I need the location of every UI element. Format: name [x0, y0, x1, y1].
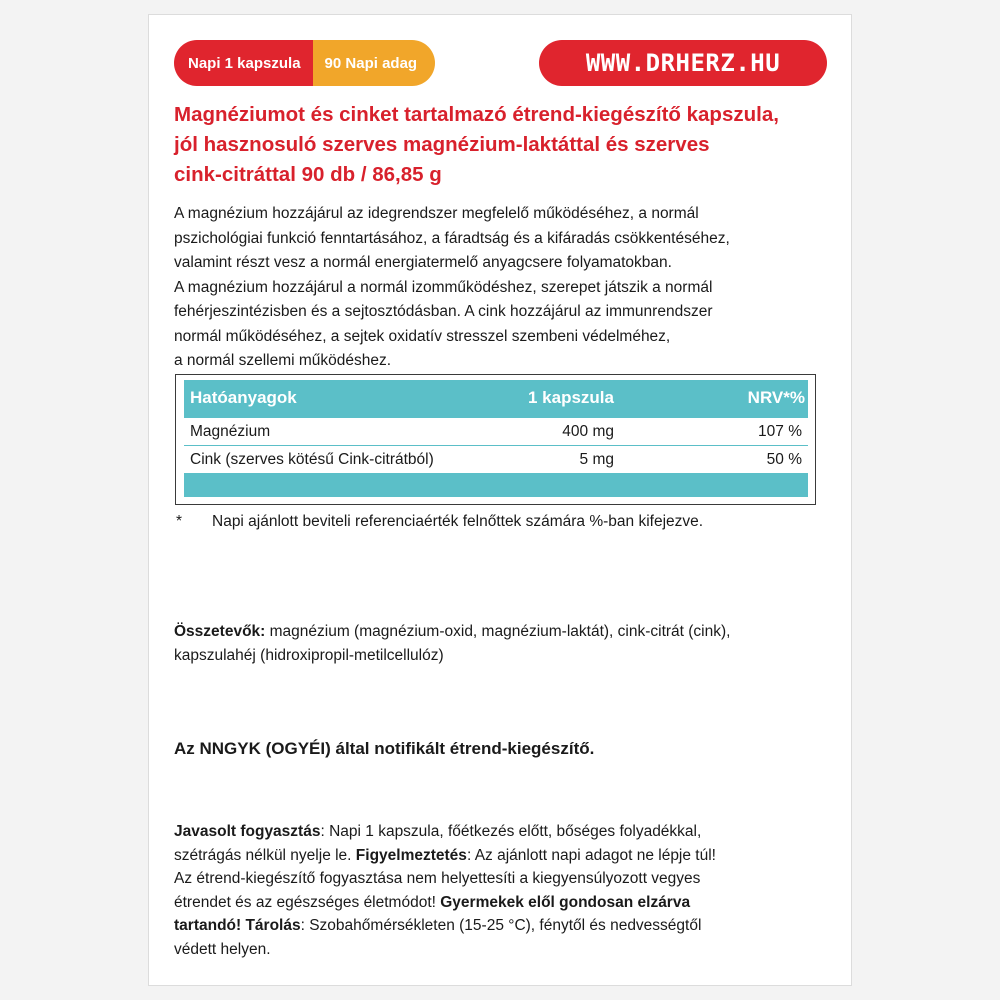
- warning-label: Figyelmeztetés: [355, 846, 467, 864]
- cell-nrv: 50 %: [766, 450, 802, 468]
- title-line: jól hasznosuló szerves magnézium-laktáttal és szerves: [174, 133, 710, 156]
- usage-line: [174, 820, 824, 844]
- usage-text: : Szobahőmérsékleten (15-25 °C), fénytől és nedvességtől: [300, 917, 702, 934]
- cell-nrv: 107 %: [758, 422, 802, 440]
- table-row: [184, 446, 808, 473]
- usage-text: szétrágás nélkül nyelje le.: [174, 846, 356, 864]
- usage-line: [174, 914, 824, 938]
- claim-line: a normál szellemi működéshez.: [174, 352, 392, 369]
- footnote-text: Napi ajánlott beviteli referenciaérték felnőttek számára %-ban kifejezve.: [212, 513, 704, 530]
- ingredients-line: kapszulahéj (hidroxipropil-metilcellulóz): [174, 647, 444, 664]
- ingredients-section: [174, 620, 824, 668]
- usage-text: étrendet és az egészséges életmódot!: [174, 893, 441, 911]
- cell-ingredient: Magnézium: [190, 422, 271, 440]
- servings-badge: 90 Napi adag: [313, 40, 436, 86]
- claim-line: fehérjeszintézisben és a sejtosztódásban. A cink hozzájárul az immunrendszer: [174, 303, 713, 320]
- footnote-marker: *: [176, 513, 183, 530]
- child-warning: Gyermekek elől gondosan elzárva: [440, 893, 691, 911]
- header-active-ingredients: Hatóanyagok: [190, 387, 297, 407]
- header-per-capsule: 1 kapszula: [528, 387, 614, 407]
- website-badge[interactable]: WWW.DRHERZ.HU: [539, 40, 827, 86]
- table-row: [184, 418, 808, 445]
- claim-line: valamint részt vesz a normál energiatermelő anyagcsere folyamatokban.: [174, 254, 672, 271]
- table-header: [184, 380, 808, 415]
- usage-text: : Napi 1 kapszula, főétkezés előtt, bőséges folyadékkal,: [320, 823, 702, 840]
- cell-amount: 5 mg: [579, 450, 614, 468]
- dosage-badge: [174, 40, 435, 86]
- title-line: Magnéziumot és cinket tartalmazó étrend-kiegészítő kapszula,: [174, 103, 779, 126]
- usage-line: [174, 844, 824, 868]
- header-nrv: NRV*%: [747, 387, 805, 407]
- usage-line: védett helyen.: [174, 940, 271, 958]
- daily-capsule-badge: Napi 1 kapszula: [174, 40, 313, 86]
- claim-line: A magnézium hozzájárul a normál izomműködéshez, szerepet játszik a normál: [174, 278, 713, 296]
- health-claims: [174, 202, 824, 374]
- nutrition-table-body: [184, 380, 808, 497]
- storage-label: tartandó! Tárolás: [174, 917, 301, 934]
- ingredients-line: [174, 620, 824, 644]
- title-line: cink-citráttal 90 db / 86,85 g: [174, 163, 442, 186]
- nutrition-table: [175, 374, 816, 505]
- claim-line: normál működéséhez, a sejtek oxidatív stresszel szembeni védelméhez,: [174, 327, 671, 345]
- usage-line: [174, 891, 824, 915]
- notification-statement: Az NNGYK (OGYÉI) által notifikált étrend-kiegészítő.: [174, 739, 595, 758]
- ingredients-label: Összetevők:: [174, 623, 266, 640]
- ingredients-text: magnézium (magnézium-oxid, magnézium-laktát), cink-citrát (cink),: [265, 623, 731, 640]
- nrv-footnote: [176, 510, 826, 534]
- usage-text: : Az ajánlott napi adagot ne lépje túl!: [466, 846, 716, 864]
- product-title: [174, 100, 824, 190]
- claim-line: pszichológiai funkció fenntartásához, a fáradtság és a kifáradás csökkentéséhez,: [174, 229, 730, 247]
- cell-amount: 400 mg: [562, 422, 614, 440]
- cell-ingredient: Cink (szerves kötésű Cink-citrátból): [190, 450, 434, 468]
- usage-section: [174, 820, 824, 961]
- usage-line: Az étrend-kiegészítő fogyasztása nem helyettesíti a kiegyensúlyozott vegyes: [174, 870, 701, 887]
- claim-line: A magnézium hozzájárul az idegrendszer megfelelő működéséhez, a normál: [174, 205, 699, 222]
- usage-label: Javasolt fogyasztás: [174, 823, 321, 840]
